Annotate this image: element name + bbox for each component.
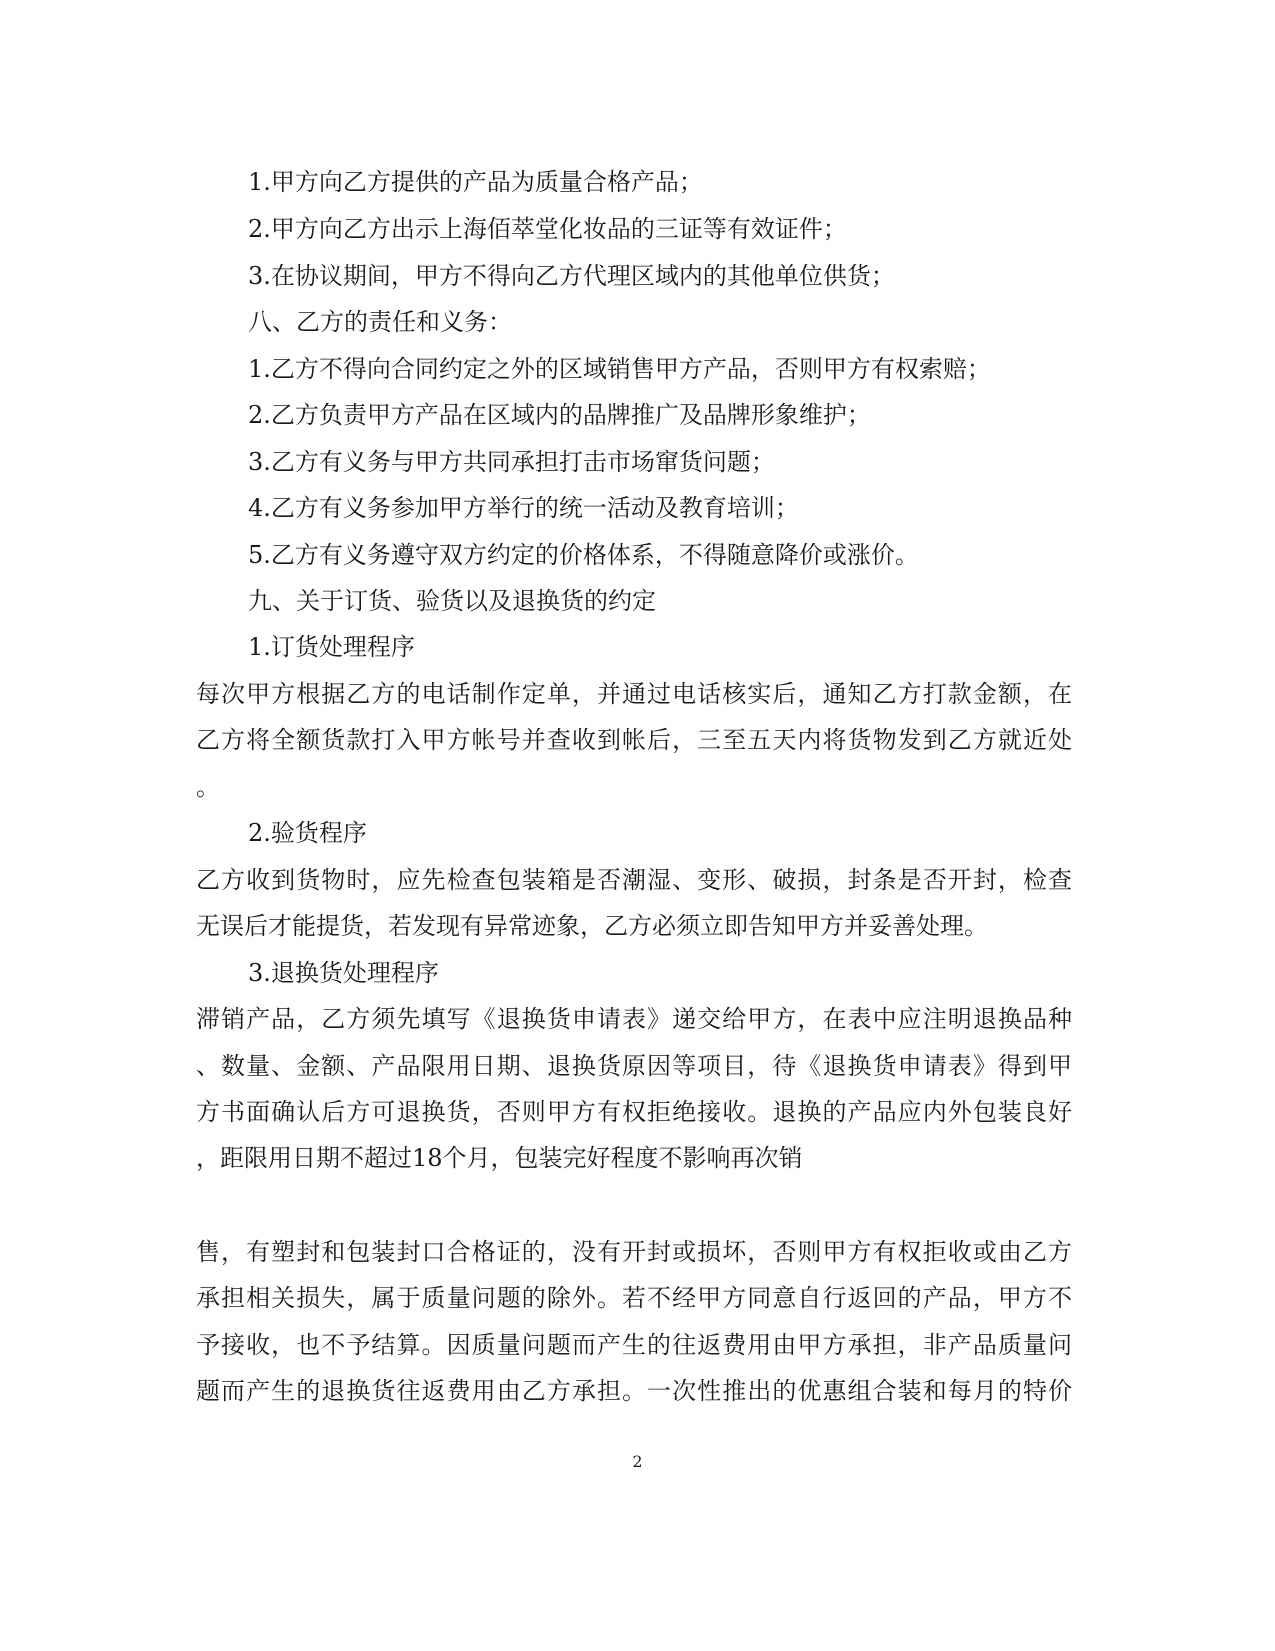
paragraph-line: 题而产生的退换货往返费用由乙方承担。一次性推出的优惠组合装和每月的特价	[196, 1377, 1072, 1405]
subsection-9-2-heading: 2.验货程序	[248, 819, 367, 847]
clause-7-1: 1.甲方向乙方提供的产品为质量合格产品；	[248, 168, 703, 196]
clause-7-3: 3.在协议期间，甲方不得向乙方代理区域内的其他单位供货；	[248, 262, 895, 290]
paragraph-line: 承担相关损失，属于质量问题的除外。若不经甲方同意自行返回的产品，甲方不	[196, 1284, 1072, 1312]
paragraph-line: 无误后才能提货，若发现有异常迹象，乙方必须立即告知甲方并妥善处理。	[196, 912, 988, 940]
paragraph-line: 予接收，也不予结算。因质量问题而产生的往返费用由甲方承担，非产品质量问	[196, 1331, 1072, 1359]
clause-8-3: 3.乙方有义务与甲方共同承担打击市场窜货问题；	[248, 448, 775, 476]
page-number: 2	[632, 1452, 643, 1471]
clause-8-2: 2.乙方负责甲方产品在区域内的品牌推广及品牌形象维护；	[248, 401, 871, 429]
subsection-9-1-heading: 1.订货处理程序	[248, 633, 415, 661]
paragraph-line: 每次甲方根据乙方的电话制作定单，并通过电话核实后，通知乙方打款金额，在	[196, 680, 1072, 708]
clause-8-4: 4.乙方有义务参加甲方举行的统一活动及教育培训；	[248, 494, 799, 522]
paragraph-line: 方书面确认后方可退换货，否则甲方有权拒绝接收。退换的产品应内外包装良好	[196, 1098, 1072, 1126]
paragraph-line: 。	[196, 773, 220, 801]
subsection-9-3-heading: 3.退换货处理程序	[248, 959, 439, 987]
section-8-heading: 八、乙方的责任和义务：	[248, 308, 512, 336]
paragraph-line: 滞销产品，乙方须先填写《退换货申请表》递交给甲方，在表中应注明退换品种	[196, 1005, 1072, 1033]
paragraph-line: 乙方将全额货款打入甲方帐号并查收到帐后，三至五天内将货物发到乙方就近处	[196, 726, 1072, 754]
section-9-heading: 九、关于订货、验货以及退换货的约定	[248, 587, 656, 615]
paragraph-line: ，距限用日期不超过18个月，包装完好程度不影响再次销	[196, 1144, 803, 1172]
clause-8-5: 5.乙方有义务遵守双方约定的价格体系，不得随意降价或涨价。	[248, 541, 919, 569]
clause-7-2: 2.甲方向乙方出示上海佰萃堂化妆品的三证等有效证件；	[248, 215, 847, 243]
clause-8-1: 1.乙方不得向合同约定之外的区域销售甲方产品，否则甲方有权索赔；	[248, 355, 991, 383]
paragraph-line: 、数量、金额、产品限用日期、退换货原因等项目，待《退换货申请表》得到甲	[196, 1052, 1072, 1080]
paragraph-line: 乙方收到货物时，应先检查包装箱是否潮湿、变形、破损，封条是否开封，检查	[196, 866, 1072, 894]
paragraph-line: 售，有塑封和包装封口合格证的，没有开封或损坏，否则甲方有权拒收或由乙方	[196, 1238, 1072, 1266]
